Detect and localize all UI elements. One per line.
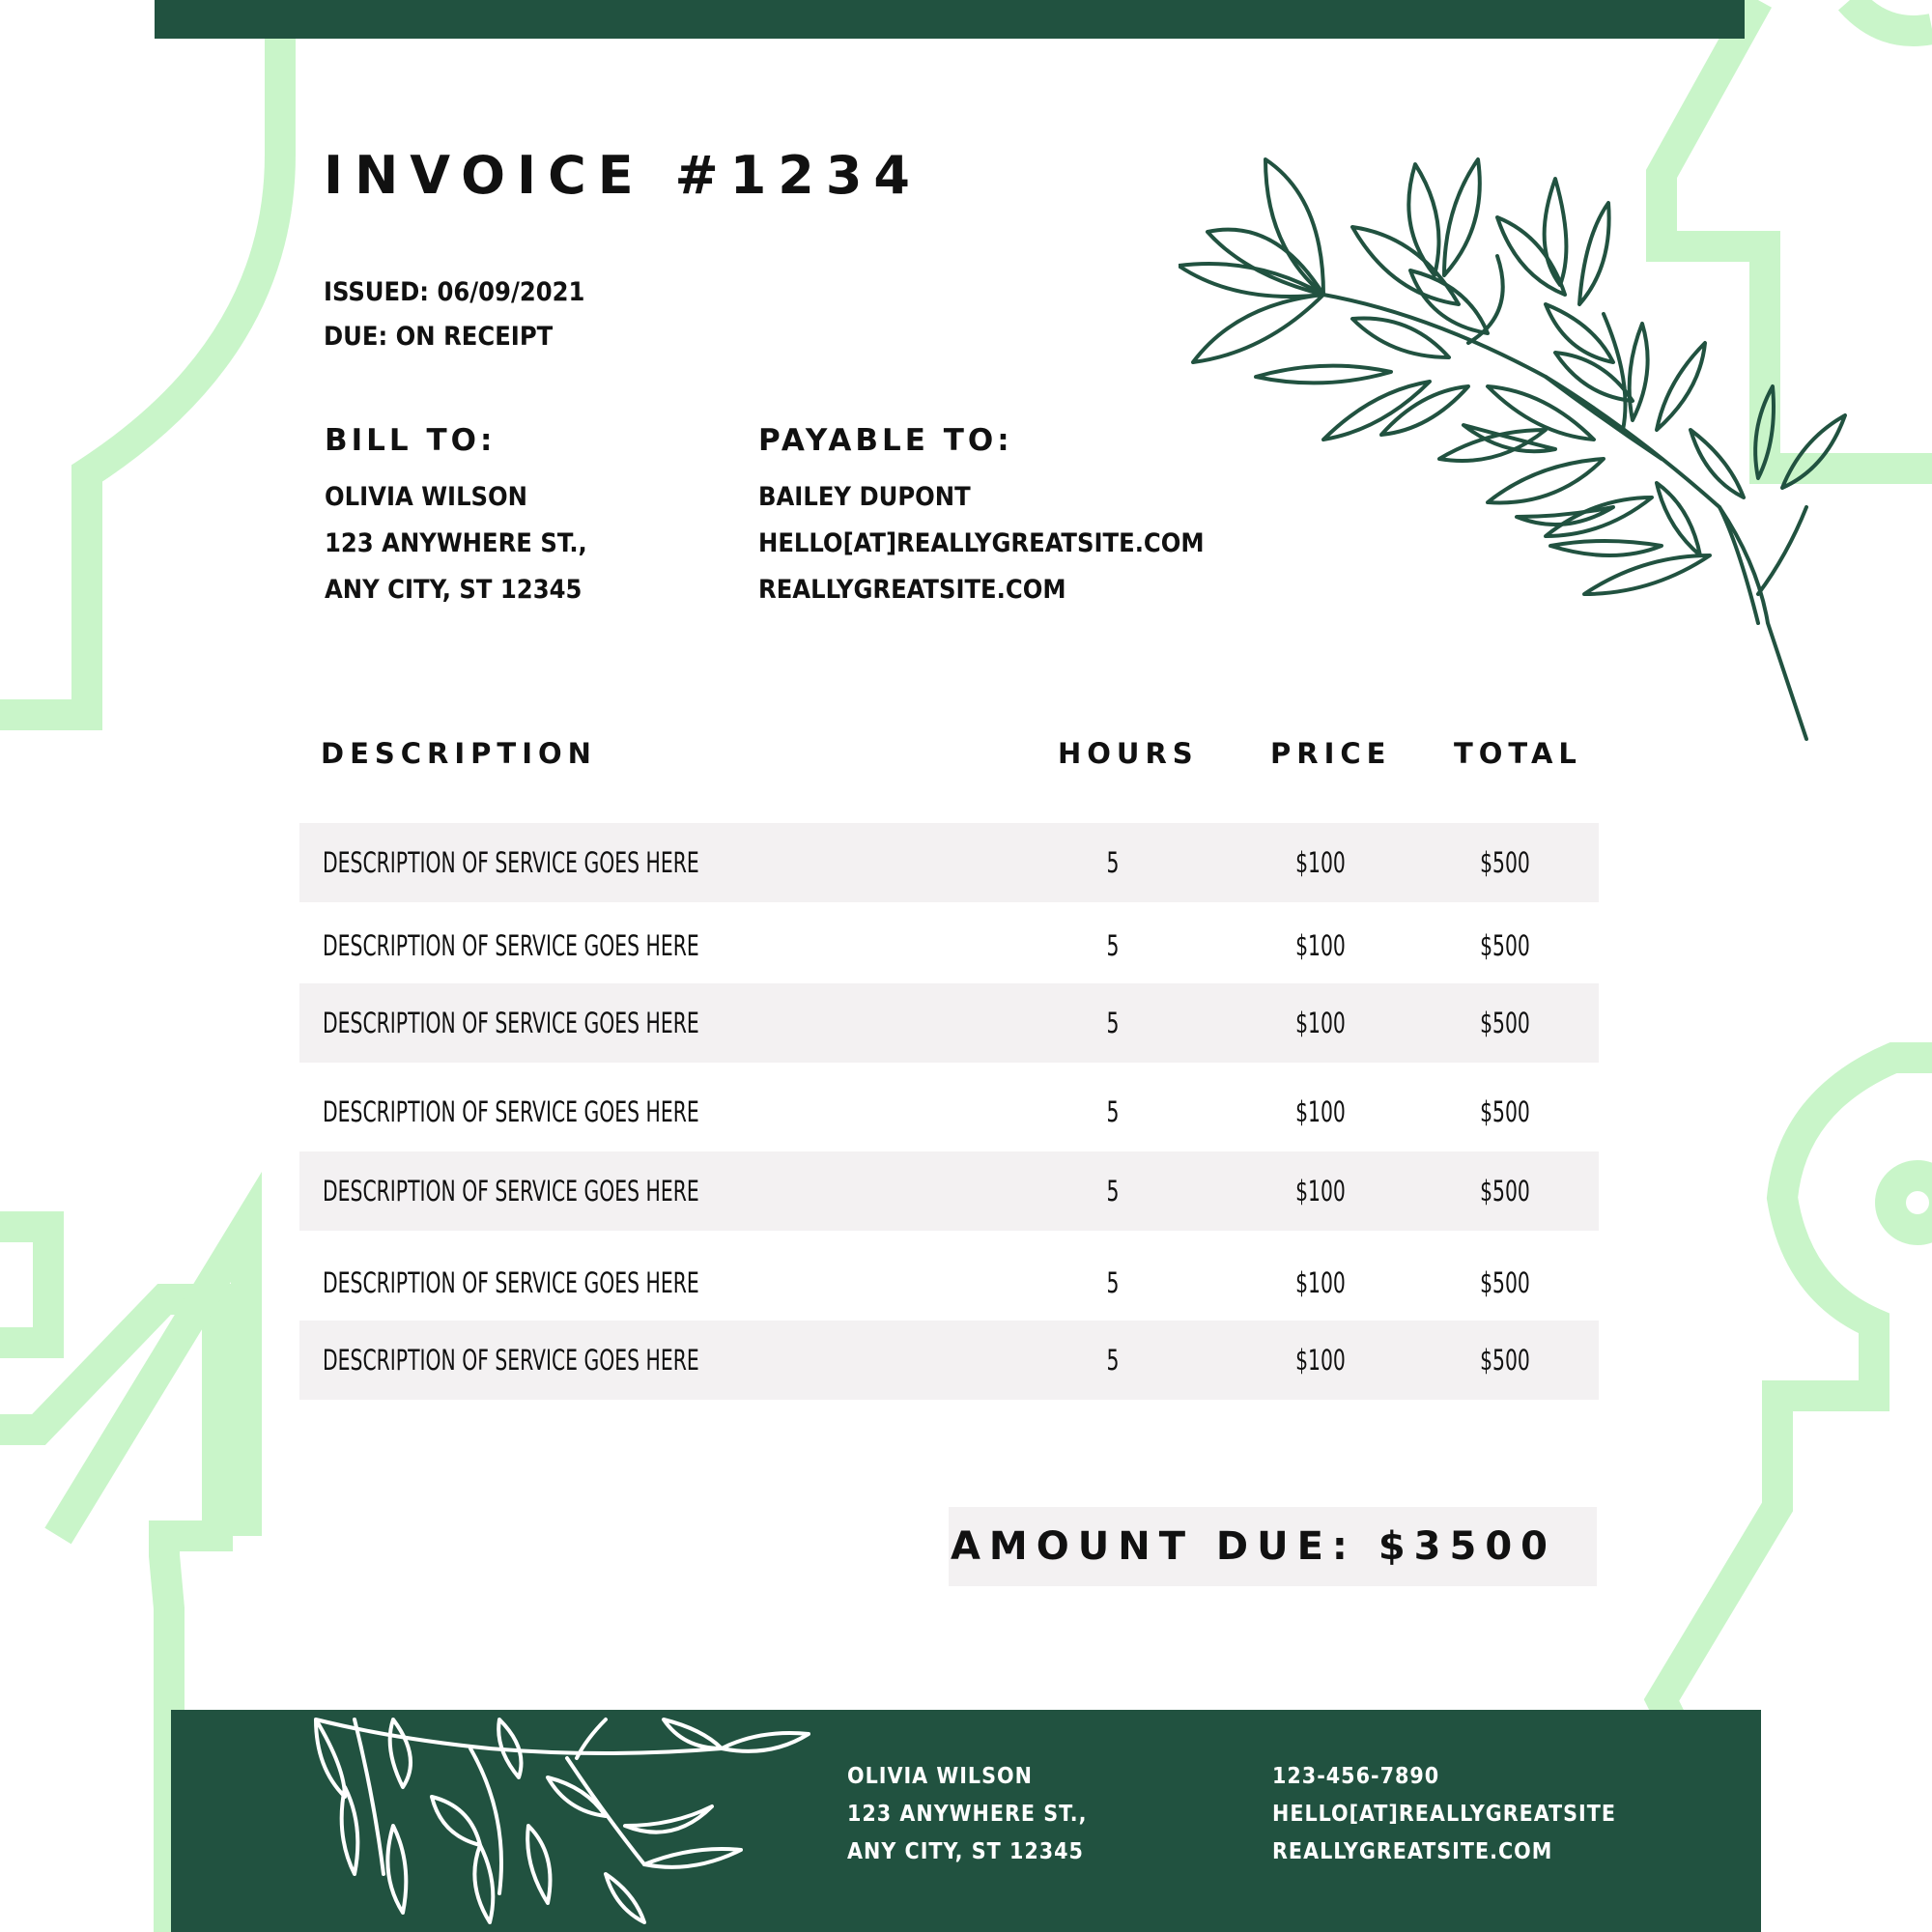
row-price: $100 — [1295, 1095, 1346, 1128]
row-total: $500 — [1480, 846, 1530, 879]
payable-to-heading: PAYABLE TO: — [758, 423, 1013, 458]
row-total: $500 — [1480, 929, 1530, 962]
leaf-branch-outline-icon — [277, 1710, 818, 1932]
table-row — [299, 983, 1599, 1063]
bill-to-block — [325, 418, 587, 613]
row-total: $500 — [1480, 1175, 1530, 1208]
row-price: $100 — [1295, 1266, 1346, 1299]
bill-to-name: OLIVIA WILSON — [325, 482, 528, 512]
table-row — [299, 823, 1599, 902]
footer-name: OLIVIA WILSON — [847, 1764, 1033, 1789]
row-total: $500 — [1480, 1007, 1530, 1039]
footer-street: 123 ANYWHERE ST., — [847, 1802, 1088, 1827]
row-hours: 5 — [1106, 846, 1120, 879]
row-total: $500 — [1480, 1344, 1530, 1377]
top-accent-bar — [155, 0, 1745, 39]
table-row — [299, 1151, 1599, 1231]
footer-website: REALLYGREATSITE.COM — [1272, 1839, 1553, 1864]
payable-to-website: REALLYGREATSITE.COM — [758, 575, 1066, 605]
table-header — [0, 729, 1932, 778]
row-description: DESCRIPTION OF SERVICE GOES HERE — [323, 846, 699, 879]
row-hours: 5 — [1106, 1095, 1120, 1128]
invoice-title: INVOICE #1234 — [324, 145, 922, 206]
row-price: $100 — [1295, 1007, 1346, 1039]
footer-email: HELLO[AT]REALLYGREATSITE — [1272, 1802, 1616, 1827]
row-hours: 5 — [1106, 1007, 1120, 1039]
footer-contact-left — [847, 1758, 1088, 1871]
table-row — [299, 906, 1599, 985]
bill-to-heading: BILL TO: — [325, 423, 497, 458]
table-row — [299, 1243, 1599, 1322]
due-date: DUE: ON RECEIPT — [324, 322, 554, 352]
footer-phone: 123-456-7890 — [1272, 1764, 1440, 1789]
header-description: DESCRIPTION — [321, 737, 597, 770]
footer — [171, 1710, 1761, 1932]
header-hours: HOURS — [1058, 737, 1199, 770]
bill-to-city: ANY CITY, ST 12345 — [325, 575, 582, 605]
payable-to-block — [758, 418, 1205, 613]
table-row — [299, 1321, 1599, 1400]
table-row — [299, 1072, 1599, 1151]
row-price: $100 — [1295, 929, 1346, 962]
payable-to-name: BAILEY DUPONT — [758, 482, 971, 512]
row-description: DESCRIPTION OF SERVICE GOES HERE — [323, 1175, 699, 1208]
issued-date: ISSUED: 06/09/2021 — [324, 277, 585, 307]
row-total: $500 — [1480, 1266, 1530, 1299]
row-description: DESCRIPTION OF SERVICE GOES HERE — [323, 929, 699, 962]
row-hours: 5 — [1106, 929, 1120, 962]
invoice-meta — [324, 270, 584, 359]
row-description: DESCRIPTION OF SERVICE GOES HERE — [323, 1344, 699, 1377]
header-total: TOTAL — [1454, 737, 1582, 770]
amount-due-box — [949, 1507, 1597, 1586]
header-price: PRICE — [1270, 737, 1392, 770]
payable-to-email: HELLO[AT]REALLYGREATSITE.COM — [758, 528, 1205, 558]
row-description: DESCRIPTION OF SERVICE GOES HERE — [323, 1007, 699, 1039]
row-hours: 5 — [1106, 1175, 1120, 1208]
row-price: $100 — [1295, 1344, 1346, 1377]
leaf-branch-icon — [1179, 140, 1855, 758]
row-hours: 5 — [1106, 1266, 1120, 1299]
row-price: $100 — [1295, 846, 1346, 879]
bill-to-street: 123 ANYWHERE ST., — [325, 528, 587, 558]
footer-city: ANY CITY, ST 12345 — [847, 1839, 1084, 1864]
row-total: $500 — [1480, 1095, 1530, 1128]
row-hours: 5 — [1106, 1344, 1120, 1377]
row-description: DESCRIPTION OF SERVICE GOES HERE — [323, 1095, 699, 1128]
amount-due-text: AMOUNT DUE: $3500 — [950, 1524, 1556, 1569]
row-description: DESCRIPTION OF SERVICE GOES HERE — [323, 1266, 699, 1299]
row-price: $100 — [1295, 1175, 1346, 1208]
footer-contact-right — [1272, 1758, 1616, 1871]
